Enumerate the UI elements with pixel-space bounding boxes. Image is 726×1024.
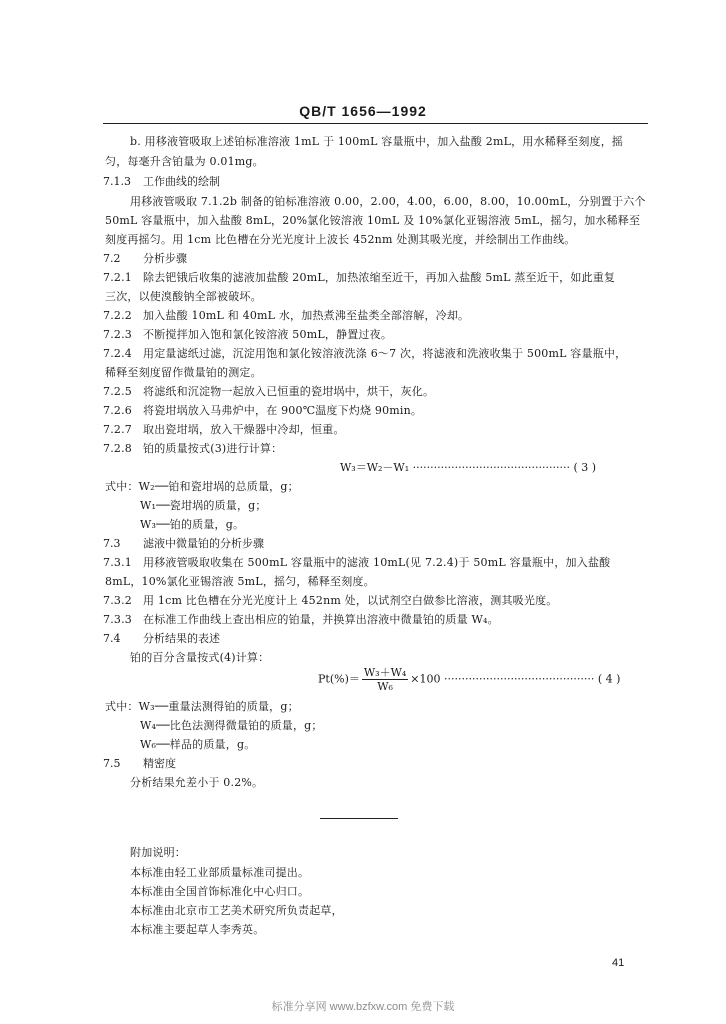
eq3-where-line2: W₁──瓷坩埚的质量，g； (140, 499, 267, 512)
section-7-4-heading (103, 632, 220, 646)
para-7-1-3-line2: 50mL 容量瓶中，加入盐酸 8mL，20%氯化铵溶液 10mL 及 10%氯化亚锡溶液 5mL，摇匀，加水稀释至 (105, 214, 641, 227)
section-number: 7.1.3 (103, 175, 131, 188)
section-7-1-3-heading (103, 175, 220, 189)
para-7-5: 分析结果允差小于 0.2%。 (130, 776, 264, 789)
section-title: 分析结果的表述 (143, 632, 220, 645)
eq3-where-line1: 式中：W₂──铂和瓷坩埚的总质量，g； (105, 480, 299, 493)
notes-title: 附加说明： (130, 846, 186, 859)
standard-code-header: QB/T 1656—1992 (299, 103, 427, 119)
para-7-2-4-line1 (103, 347, 626, 361)
para-7-2-3 (103, 328, 392, 342)
para-7-4: 铂的百分含量按式(4)计算： (130, 651, 270, 664)
note-3: 本标准由北京市工艺美术研究所负责起草， (130, 904, 343, 917)
section-number: 7.2.7 (103, 423, 132, 436)
section-number: 7.3.2 (103, 594, 132, 607)
eq4-where-line2: W₄──比色法测得微量铂的质量，g； (140, 719, 323, 732)
para-text: 用定量滤纸过滤，沉淀用饱和氯化铵溶液洗涤 6～7 次，将滤液和洗液收集于 500mL 容量瓶中， (143, 347, 627, 360)
section-number: 7.2.6 (103, 404, 132, 417)
para-b-line2: 匀，每毫升含铂量为 0.01mg。 (105, 155, 264, 168)
end-rule (320, 818, 398, 819)
para-text: 在标准工作曲线上查出相应的铂量，并换算出溶液中微量铂的质量 W₄。 (143, 613, 499, 626)
para-7-2-6 (103, 404, 422, 418)
eq4-left: Pt(%)＝ (318, 672, 360, 686)
para-7-3-2 (103, 594, 558, 608)
para-7-3-3 (103, 613, 499, 627)
watermark-footer: 标准分享网 www.bzfxw.com 免费下载 (271, 1001, 455, 1013)
note-4: 本标准主要起草人李秀英。 (130, 923, 265, 936)
page-number: 41 (612, 957, 625, 969)
section-number: 7.2.4 (103, 347, 132, 360)
para-text: 将滤纸和沉淀物一起放入已恒重的瓷坩埚中，烘干，灰化。 (143, 385, 435, 398)
para-text: 取出瓷坩埚，放入干燥器中冷却，恒重。 (143, 423, 345, 436)
eq4-right: ×100 ··········································· ( 4 ) (410, 672, 621, 686)
section-title: 精密度 (143, 757, 176, 770)
para-text: 铂的质量按式(3)进行计算： (143, 442, 283, 455)
section-title: 分析步骤 (143, 252, 187, 265)
section-7-3-heading (103, 537, 264, 551)
eq3-where-line3: W₃──铂的质量，g。 (140, 518, 245, 531)
para-7-2-7 (103, 423, 345, 437)
section-number: 7.4 (103, 632, 121, 645)
section-number: 7.2.3 (103, 328, 132, 341)
para-text: 用 1cm 比色槽在分光光度计上 452nm 处，以试剂空白做参比溶液，测其吸光度。 (143, 594, 558, 607)
equation-4 (318, 666, 620, 693)
para-7-2-4-line2: 稀释至刻度留作微量铂的测定。 (105, 366, 262, 379)
section-number: 7.2.5 (103, 385, 132, 398)
para-7-2-2 (103, 309, 469, 323)
section-number: 7.2 (103, 252, 121, 265)
para-text: 将瓷坩埚放入马弗炉中，在 900℃温度下灼烧 90min。 (143, 404, 423, 417)
section-number: 7.2.1 (103, 271, 132, 284)
para-7-2-5 (103, 385, 434, 399)
section-7-5-heading (103, 757, 176, 771)
section-number: 7.2.2 (103, 309, 132, 322)
section-number: 7.3.1 (103, 556, 132, 569)
eq4-fraction (362, 666, 408, 693)
note-1: 本标准由轻工业部质量标准司提出。 (130, 866, 310, 879)
para-text: 加入盐酸 10mL 和 40mL 水，加热煮沸至盐类全部溶解，冷却。 (143, 309, 470, 322)
equation-3: W₃＝W₂－W₁ ············································· ( 3 ) (340, 461, 597, 474)
para-7-2-1-line1 (103, 271, 615, 285)
note-2: 本标准由全国首饰标准化中心归口。 (130, 885, 310, 898)
section-number: 7.2.8 (103, 442, 132, 455)
eq4-where-line3: W₆──样品的质量，g。 (140, 738, 256, 751)
para-7-3-1-line1 (103, 556, 610, 570)
header-rule (103, 123, 648, 124)
para-7-3-1-line2: 8mL，10%氯化亚锡溶液 5mL，摇匀，稀释至刻度。 (105, 575, 375, 588)
para-text: 除去钯锇后收集的滤液加盐酸 20mL，加热浓缩至近干，再加入盐酸 5mL 蒸至近干，如此重复 (143, 271, 616, 284)
para-text: 不断搅拌加入饱和氯化铵溶液 50mL，静置过夜。 (143, 328, 393, 341)
section-number: 7.3.3 (103, 613, 132, 626)
para-7-2-8 (103, 442, 282, 456)
section-number: 7.3 (103, 537, 121, 550)
eq4-numerator: W₃＋W₄ (363, 666, 407, 679)
para-text: 用移液管吸取收集在 500mL 容量瓶中的滤液 10mL(见 7.2.4)于 50mL 容量瓶中，加入盐酸 (143, 556, 611, 569)
eq4-where-line1: 式中：W₃──重量法测得铂的质量，g； (105, 700, 299, 713)
para-b-line1: b. 用移液管吸取上述铂标准溶液 1mL 于 100mL 容量瓶中，加入盐酸 2mL，用水稀释至刻度，摇 (130, 135, 624, 148)
section-title: 工作曲线的绘制 (143, 175, 220, 188)
section-7-2-heading (103, 252, 187, 266)
eq4-denominator: W₆ (377, 680, 393, 693)
para-7-2-1-line2: 三次，以使溴酸钠全部被破坏。 (105, 290, 262, 303)
section-number: 7.5 (103, 757, 121, 770)
para-7-1-3-line1: 用移液管吸取 7.1.2b 制备的铂标准溶液 0.00，2.00，4.00，6.00，8.00，10.00mL，分别置于六个 (130, 195, 646, 208)
para-7-1-3-line3: 刻度再摇匀。用 1cm 比色槽在分光光度计上波长 452nm 处测其吸光度，并绘制出工作曲线。 (105, 233, 576, 246)
section-title: 滤液中微量铂的分析步骤 (143, 537, 264, 550)
